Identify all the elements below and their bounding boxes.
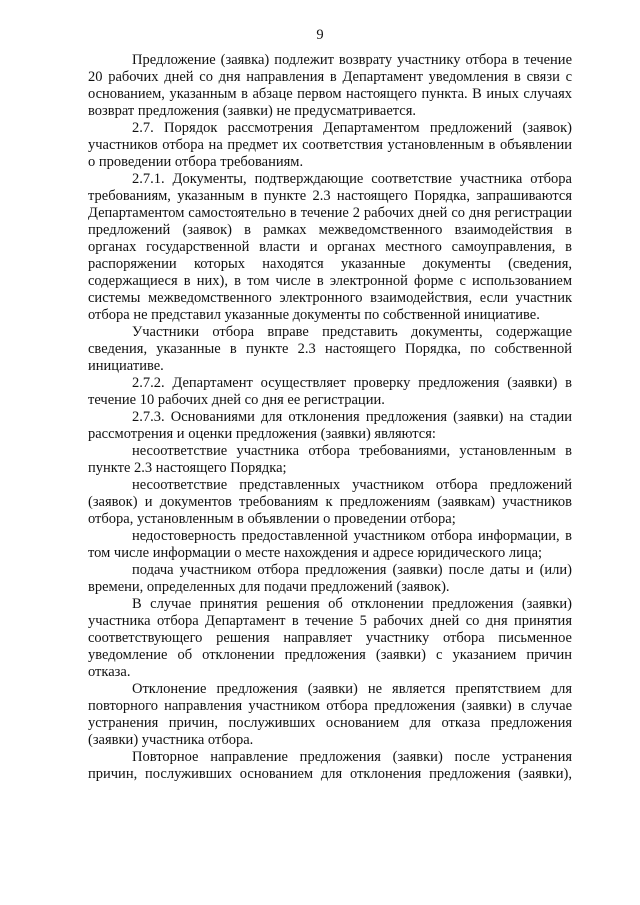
list-item-noncompliance-participant: несоответствие участника отбора требованиями, установленным в пункте 2.3 настоящего Порядка; <box>88 443 572 476</box>
list-item-late-submission: подача участником отбора предложения (заявки) после даты и (или) времени, определенных для подачи предложений (заявок). <box>88 562 572 595</box>
page-number: 9 <box>316 27 324 43</box>
paragraph-resubmission-allowed: Отклонение предложения (заявки) не является препятствием для повторного направления участником отбора предложения (заявки) в случае устранения причин, послуживших основанием для отказа предложения (заявки) участника отбора. <box>88 681 572 748</box>
list-item-unreliable-information: недостоверность предоставленной участником отбора информации, в том числе информации о месте нахождения и адресе юридического лица; <box>88 528 572 561</box>
paragraph-rejection-notice: В случае принятия решения об отклонении предложения (заявки) участника отбора Департамент в течение 5 рабочих дней со дня принятия соответствующего решения направляет участнику отбора письменное уведомление об отклонении предложения (заявки) с указанием причин отказа. <box>88 596 572 680</box>
paragraph-participants-right: Участники отбора вправе представить документы, содержащие сведения, указанные в пункте 2.3 настоящего Порядка, по собственной инициативе. <box>88 324 572 374</box>
paragraph-2-7-3: 2.7.3. Основаниями для отклонения предложения (заявки) на стадии рассмотрения и оценки предложения (заявки) являются: <box>88 409 572 442</box>
paragraph-return-of-proposal: Предложение (заявка) подлежит возврату участнику отбора в течение 20 рабочих дней со дня направления в Департамент уведомления в связи с основанием, указанным в абзаце первом настоящего пункта. В иных случаях возврат предложения (заявки) не предусматривается. <box>88 52 572 119</box>
paragraph-2-7: 2.7. Порядок рассмотрения Департаментом предложений (заявок) участников отбора на предмет их соответствия установленным в объявлении о проведении отбора требованиям. <box>88 120 572 170</box>
list-item-noncompliance-documents: несоответствие представленных участником отбора предложений (заявок) и документов требованиям к предложениям (заявкам) участников отбора, установленным в объявлении о проведении отбора; <box>88 477 572 527</box>
paragraph-2-7-1: 2.7.1. Документы, подтверждающие соответствие участника отбора требованиям, указанным в пункте 2.3 настоящего Порядка, запрашиваются Департаментом самостоятельно в течение 2 рабочих дней со дня регистрации предложений (заявок) в рамках межведомственного взаимодействия в органах государственной власти и органах местного самоуправления, в распоряжении которых находятся указанные документы (сведения, содержащиеся в них), в том числе в электронной форме с использованием системы межведомственного электронного взаимодействия, если участник отбора не представил указанные документы по собственной инициативе. <box>88 171 572 323</box>
document-body <box>88 52 572 783</box>
paragraph-2-7-2: 2.7.2. Департамент осуществляет проверку предложения (заявки) в течение 10 рабочих дней со дня ее регистрации. <box>88 375 572 408</box>
paragraph-resubmission: Повторное направление предложения (заявки) после устранения причин, послуживших основанием для отклонения предложения (заявки), <box>88 749 572 782</box>
